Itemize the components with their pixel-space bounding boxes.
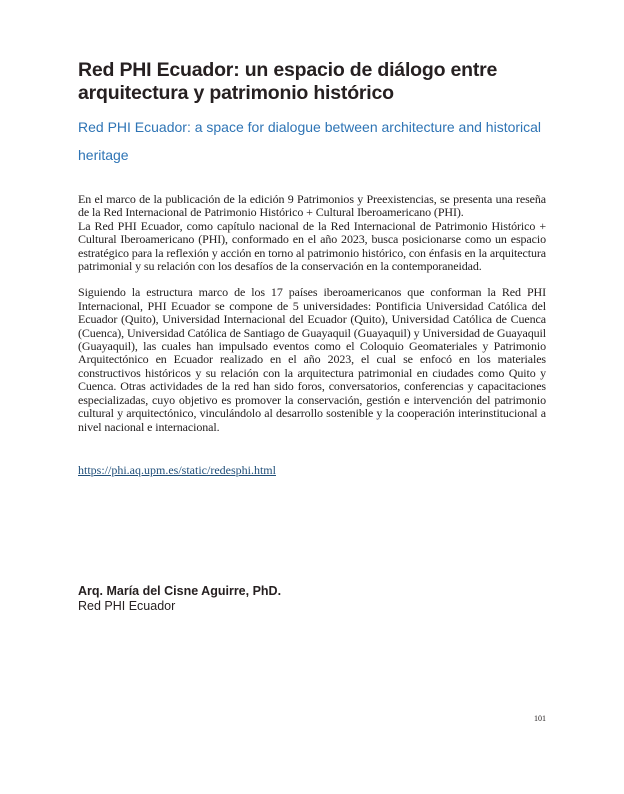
paragraph-red-phi-ecuador: La Red PHI Ecuador, como capítulo nacional de la Red Internacional de Patrimonio Histórico + Cultural Iberoamericano (PHI), conformado en el año 2023, busca posicionarse como un espacio estratégico para la reflexión y acción en torno al patrimonio histórico, con énfasis en la arquitectura patrimonial y su relación con los desafíos de la conservación en la contemporaneidad.: [78, 218, 546, 274]
author-affiliation: Red PHI Ecuador: [78, 599, 176, 613]
page-content: [78, 0, 546, 479]
paragraph-universities: Siguiendo la estructura marco de los 17 países iberoamericanos que conforman la Red PHI Internacional, PHI Ecuador se compone de 5 universidades: Pontificia Universidad Católica del Ecuador (Quito), Universidad Internacional del Ecuador (Quito), Universidad Católica de Cuenca (Cuenca), Universidad Católica de Santiago de Guayaquil (Guayaquil) y Universidad de Guayaquil (Guayaquil), las cuales han impulsado eventos como el Coloquio Geomateriales y Patrimonio Arquitectónico en Ecuador realizado en el año 2023, el cual se enfocó en los materiales constructivos históricos y su relación con la arquitectura patrimonial en ciudades como Quito y Cuenca. Otras actividades de la red han sido foros, conversatorios, conferencias y capacitaciones especializadas, cuyo objetivo es promover la conservación, gestión e intervención del patrimonio cultural y arquitectónico, vinculándolo al desarrollo sostenible y la cooperación interinstitucional a nivel nacional e internacional.: [78, 285, 546, 434]
article-title-spanish: Red PHI Ecuador: un espacio de diálogo entre arquitectura y patrimonio histórico: [78, 59, 498, 104]
article-title-english: Red PHI Ecuador: a space for dialogue between architecture and historical heritage: [78, 119, 542, 163]
author-name: Arq. María del Cisne Aguirre, PhD.: [78, 584, 282, 598]
link-row: [78, 461, 546, 479]
author-block: [78, 584, 281, 614]
redesphi-link[interactable]: https://phi.aq.upm.es/static/redesphi.html: [78, 462, 276, 477]
page-number: 101: [534, 714, 546, 723]
paragraph-intro: En el marco de la publicación de la edición 9 Patrimonios y Preexistencias, se presenta una reseña de la Red Internacional de Patrimonio Histórico + Cultural Iberoamericano (PHI).: [78, 192, 546, 220]
